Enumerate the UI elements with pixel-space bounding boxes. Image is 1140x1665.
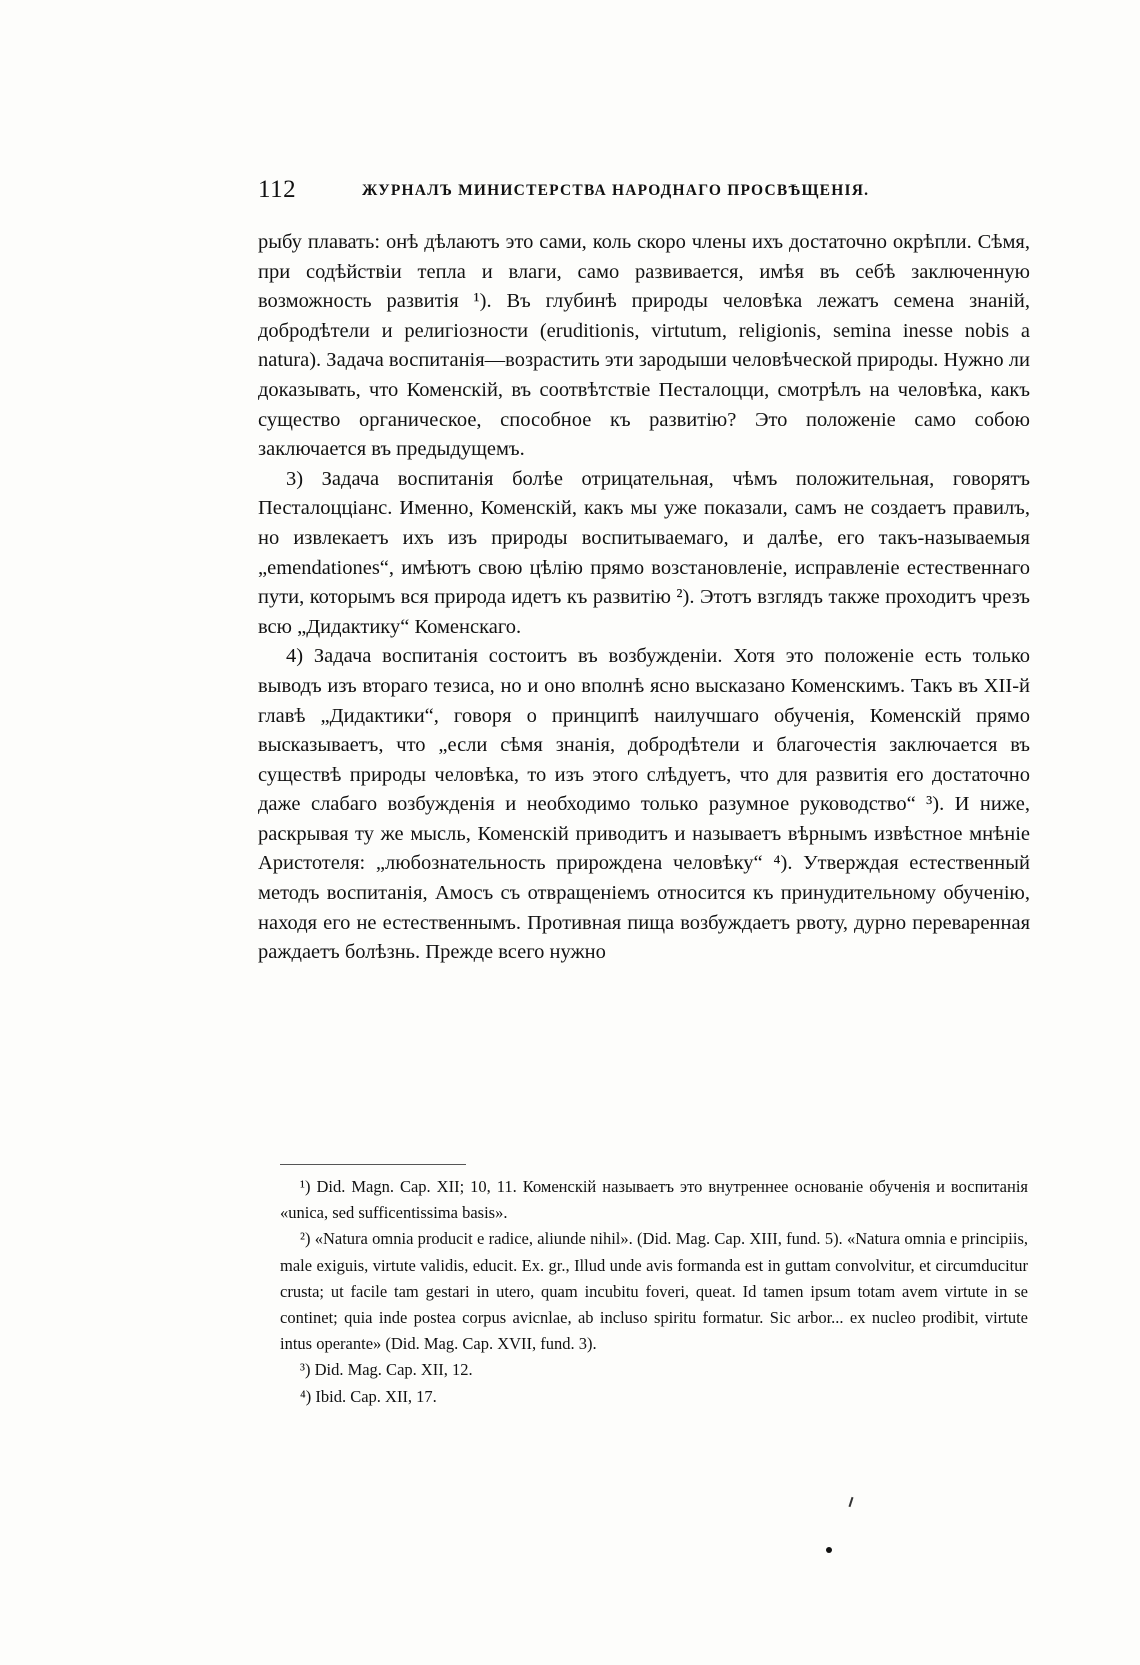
page-header (258, 176, 1028, 212)
footnote-3: ³) Did. Mag. Cap. XII, 12. (300, 1360, 473, 1380)
paragraph-2: 3) Задача воспитанія болѣе отрицательная, чѣмъ положительная, говорятъ Песталоцціанс. Именно, Коменскій, какъ мы уже показали, самъ не создаетъ правилъ, но извлекаетъ ихъ изъ природы воспитываемаго, и далѣе, его такъ-называемыя „emendationes“, имѣютъ свою цѣлію прямо возстановленіе, исправленіе естественнаго пути, которымъ вся природа идетъ къ развитію ²). Этотъ взглядъ также проходитъ чрезъ всю „Дидактику“ Коменскаго. (258, 467, 1030, 638)
page-number: 112 (258, 176, 297, 203)
footnotes (280, 1174, 1028, 1410)
paragraph-1: рыбу плавать: онѣ дѣлаютъ это сами, коль скоро члены ихъ достаточно окрѣпли. Сѣмя, при содѣйствіи тепла и влаги, само развивается, имѣя въ себѣ заключенную возможность развитія ¹). Въ глубинѣ природы человѣка лежатъ семена знаній, добродѣтели и религіозности (eruditionis, virtutum, religionis, semina inesse nobis a natura). Задача воспитанія—возрастить эти зародыши человѣческой природы. Нужно ли доказывать, что Коменскій, въ соотвѣтствіе Песталоцци, смотрѣлъ на человѣка, какъ существо органическое, способное къ развитію? Это положеніе само собою заключается въ предыдущемъ. (258, 231, 1030, 461)
paragraph-3: 4) Задача воспитанія состоитъ въ возбужденіи. Хотя это положеніе есть только выводъ изъ втораго тезиса, но и оно вполнѣ ясно высказано Коменскимъ. Такъ въ XII-й главѣ „Дидактики“, говоря о принципѣ наилучшаго обученія, Коменскій прямо высказываетъ, что „если сѣмя знанія, добродѣтели и благочестія заключается въ существѣ природы человѣка, то изъ этого слѣдуетъ, что для развитія его достаточно даже слабаго возбужденія и необходимо только разумное руководство“ ³). И ниже, раскрывая ту же мысль, Коменскій приводитъ и называетъ вѣрнымъ извѣстное мнѣніе Аристотеля: „любознательность прирождена человѣку“ ⁴). Утверждая естественный методъ воспитанія, Амосъ съ отвращеніемъ относится къ принудительному обученію, находя его не естественнымъ. Противная пища возбуждаетъ рвоту, дурно переваренная раждаетъ болѣзнь. Прежде всего нужно (258, 645, 1030, 964)
footnote-1: ¹) Did. Magn. Cap. XII; 10, 11. Коменскій называетъ это внутреннее основаніе обученія и воспитанія «unica, sed sufficentissima basis». (280, 1177, 1028, 1223)
footnote-4: ⁴) Ibid. Cap. XII, 17. (300, 1386, 437, 1406)
scan-speck-mark (849, 1497, 854, 1507)
running-head: ЖУРНАЛЪ МИНИСТЕРСТВА НАРОДНАГО ПРОСВѢЩЕНІЯ. (362, 182, 870, 199)
scan-speck-dot (826, 1547, 832, 1553)
footnote-divider (280, 1164, 466, 1165)
footnote-2: ²) «Natura omnia producit e radice, aliunde nihil». (Did. Mag. Cap. XIII, fund. 5). «Natura omnia e principiis, male exiguis, virtute validis, educit. Ex. gr., Illud unde avis formanda est in guttam convolvitur, et circumducitur crusta; ut facile tam gestari in utero, quam incubitu foveri, queat. Id tamen ipsum totam avem virtute in se continet; quia inde postea corpus avicnlae, ab incluso spiritu formatur. Sic arbor... ex nucleo prodibit, virtute intus operante» (Did. Mag. Cap. XVII, fund. 3). (280, 1229, 1028, 1354)
main-text (258, 228, 1030, 968)
